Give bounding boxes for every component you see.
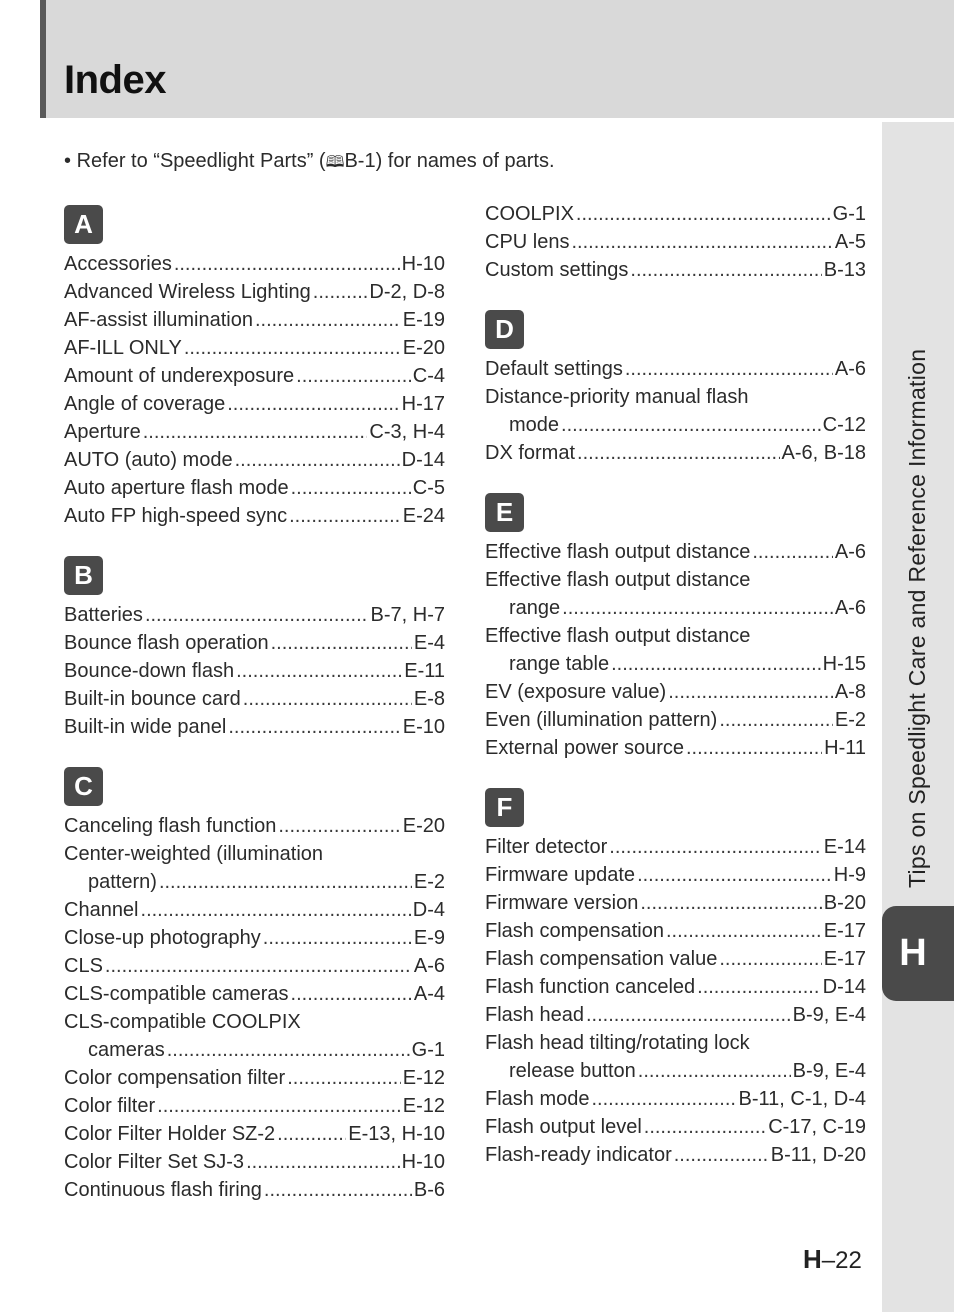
- page-reference: H-10: [401, 253, 445, 275]
- index-term: Color Filter Set SJ-3: [64, 1151, 245, 1173]
- index-entry-continuation: [485, 594, 866, 622]
- leader-dots: [625, 355, 833, 383]
- index-entry: [485, 383, 866, 411]
- page-reference: B-9, E-4: [792, 1004, 866, 1026]
- leader-dots: [313, 278, 368, 306]
- index-section-b: [64, 556, 445, 741]
- index-term: Angle of coverage: [64, 393, 226, 415]
- section-letter-c: C: [64, 767, 103, 806]
- index-term: DX format: [485, 442, 576, 464]
- index-term: Built-in wide panel: [64, 716, 227, 738]
- index-term: Batteries: [64, 604, 143, 626]
- index-term: Close-up photography: [64, 927, 261, 949]
- index-term: Firmware version: [485, 892, 639, 914]
- note-text-after: B-1) for names of parts.: [344, 150, 555, 172]
- page-reference: D-14: [401, 449, 445, 471]
- index-term: CLS-compatible cameras: [64, 983, 289, 1005]
- index-entry: [64, 306, 445, 334]
- page-reference: C-5: [412, 477, 445, 499]
- index-entry-continuation: [64, 1036, 445, 1064]
- index-column-right: [485, 200, 866, 1169]
- leader-dots: [668, 678, 833, 706]
- index-term: Flash output level: [485, 1116, 642, 1138]
- index-term: External power source: [485, 737, 684, 759]
- leader-dots: [561, 411, 821, 439]
- page-reference: A-4: [413, 983, 445, 1005]
- chapter-title: Tips on Speedlight Care and Reference Information: [904, 348, 930, 888]
- index-term: AF-assist illumination: [64, 309, 253, 331]
- page-reference: A-5: [834, 231, 866, 253]
- index-term: Flash-ready indicator: [485, 1144, 672, 1166]
- index-term: Distance-priority manual flash: [485, 386, 749, 408]
- leader-dots: [630, 256, 821, 284]
- index-term: Default settings: [485, 358, 623, 380]
- index-term: Effective flash output distance: [485, 541, 751, 563]
- leader-dots: [644, 1113, 766, 1141]
- index-term: Filter detector: [485, 836, 608, 858]
- index-entry: [485, 566, 866, 594]
- index-entry: [64, 896, 445, 924]
- index-term: EV (exposure value): [485, 681, 667, 703]
- index-entry: [64, 1176, 445, 1204]
- index-entry: [485, 973, 866, 1001]
- index-entry: [485, 1029, 866, 1057]
- page-suffix: –22: [821, 1247, 862, 1274]
- page-reference: C-3, H-4: [369, 421, 445, 443]
- index-section-d: [485, 310, 866, 467]
- leader-dots: [243, 685, 412, 713]
- index-entry: [64, 334, 445, 362]
- index-entry: [485, 355, 866, 383]
- leader-dots: [666, 917, 822, 945]
- leader-dots: [145, 601, 369, 629]
- page-reference: E-9: [413, 927, 445, 949]
- leader-dots: [157, 1092, 401, 1120]
- page-reference: A-6: [834, 541, 866, 563]
- header-accent-bar: [40, 0, 46, 118]
- leader-dots: [609, 833, 821, 861]
- leader-dots: [141, 896, 411, 924]
- page-reference: G-1: [411, 1039, 445, 1061]
- page-reference: D-2, D-8: [369, 281, 445, 303]
- index-entry-continuation: [485, 411, 866, 439]
- index-entry: [64, 1120, 445, 1148]
- index-entry: [64, 629, 445, 657]
- index-entry: [64, 1148, 445, 1176]
- section-letter-a: A: [64, 205, 103, 244]
- page-reference: A-8: [834, 681, 866, 703]
- index-term: Amount of underexposure: [64, 365, 295, 387]
- leader-dots: [562, 594, 833, 622]
- index-entry: [485, 1001, 866, 1029]
- index-entry: [64, 390, 445, 418]
- index-term: Even (illumination pattern): [485, 709, 718, 731]
- index-term: Built-in bounce card: [64, 688, 241, 710]
- page-reference: H-10: [401, 1151, 445, 1173]
- page-reference: E-10: [402, 716, 445, 738]
- leader-dots: [264, 1176, 412, 1204]
- index-term: Color compensation filter: [64, 1067, 286, 1089]
- index-term: Flash head tilting/rotating lock: [485, 1032, 750, 1054]
- page-reference: E-2: [834, 709, 866, 731]
- index-term: Channel: [64, 899, 139, 921]
- index-term: CPU lens: [485, 231, 570, 253]
- index-entry: [485, 917, 866, 945]
- page-reference: B-13: [823, 259, 866, 281]
- index-term: Effective flash output distance: [485, 569, 751, 591]
- leader-dots: [184, 334, 401, 362]
- index-entry: [64, 685, 445, 713]
- chapter-tab: [882, 906, 954, 1001]
- index-section-f: [485, 788, 866, 1169]
- index-term: Flash function canceled: [485, 976, 696, 998]
- index-entry: [64, 952, 445, 980]
- index-entry: [64, 657, 445, 685]
- page-reference: E-8: [413, 688, 445, 710]
- leader-dots: [278, 812, 400, 840]
- page-reference: H-15: [822, 653, 866, 675]
- page-reference: H-17: [401, 393, 445, 415]
- leader-dots: [674, 1141, 769, 1169]
- leader-dots: [271, 629, 412, 657]
- index-section-a: [64, 205, 445, 530]
- index-section-c-continued: [485, 200, 866, 284]
- page-reference: A-6: [413, 955, 445, 977]
- index-term: Flash compensation: [485, 920, 664, 942]
- leader-dots: [227, 390, 399, 418]
- index-entry: [64, 713, 445, 741]
- page-reference: D-14: [822, 976, 866, 998]
- page-reference: E-13, H-10: [348, 1123, 445, 1145]
- index-column-left: [64, 205, 445, 1204]
- index-entry: [64, 474, 445, 502]
- index-entry: [64, 840, 445, 868]
- index-term: Auto aperture flash mode: [64, 477, 289, 499]
- page-reference: A-6, B-18: [781, 442, 866, 464]
- leader-dots: [571, 228, 832, 256]
- index-section-e: [485, 493, 866, 762]
- index-entry-continuation: [64, 868, 445, 896]
- leader-dots: [296, 362, 411, 390]
- leader-dots: [291, 980, 412, 1008]
- index-term: Accessories: [64, 253, 172, 275]
- index-entry: [485, 622, 866, 650]
- index-entry: [485, 1141, 866, 1169]
- leader-dots: [719, 945, 821, 973]
- page-reference: E-24: [402, 505, 445, 527]
- index-entry: [485, 734, 866, 762]
- page-reference: B-9, E-4: [792, 1060, 866, 1082]
- index-term: AF-ILL ONLY: [64, 337, 182, 359]
- index-term: Effective flash output distance: [485, 625, 751, 647]
- index-term-continued: pattern): [88, 871, 157, 893]
- page-reference: H-9: [833, 864, 866, 886]
- page-reference: C-17, C-19: [768, 1116, 866, 1138]
- leader-dots: [611, 650, 821, 678]
- leader-dots: [291, 474, 411, 502]
- index-entry: [485, 538, 866, 566]
- index-term: Firmware update: [485, 864, 636, 886]
- leader-dots: [159, 868, 412, 896]
- leader-dots: [143, 418, 368, 446]
- index-entry: [485, 678, 866, 706]
- index-entry: [485, 228, 866, 256]
- leader-dots: [697, 973, 821, 1001]
- index-entry: [485, 945, 866, 973]
- index-term: Continuous flash firing: [64, 1179, 262, 1201]
- leader-dots: [228, 713, 400, 741]
- index-entry: [64, 446, 445, 474]
- index-entry: [485, 439, 866, 467]
- leader-dots: [167, 1036, 410, 1064]
- index-term: Bounce-down flash: [64, 660, 235, 682]
- index-term-continued: release button: [509, 1060, 636, 1082]
- page-reference: D-4: [412, 899, 445, 921]
- index-entry: [64, 980, 445, 1008]
- page-reference: G-1: [832, 203, 866, 225]
- leader-dots: [640, 889, 821, 917]
- page-reference: E-11: [404, 660, 445, 682]
- index-entry: [64, 1092, 445, 1120]
- index-term: Flash compensation value: [485, 948, 718, 970]
- leader-dots: [577, 439, 779, 467]
- page-reference: A-6: [834, 358, 866, 380]
- index-term: Advanced Wireless Lighting: [64, 281, 311, 303]
- page-reference: A-6: [834, 597, 866, 619]
- section-letter-d: D: [485, 310, 524, 349]
- leader-dots: [592, 1085, 737, 1113]
- intro-note: [64, 150, 555, 178]
- page-reference: E-17: [823, 920, 866, 942]
- index-entry: [64, 1064, 445, 1092]
- index-entry-continuation: [485, 1057, 866, 1085]
- leader-dots: [719, 706, 833, 734]
- index-entry: [485, 1085, 866, 1113]
- leader-dots: [287, 1064, 401, 1092]
- page-reference: B-6: [413, 1179, 445, 1201]
- page-reference: H-11: [824, 737, 866, 759]
- index-term: Center-weighted (illumination: [64, 843, 324, 865]
- index-term-continued: mode: [509, 414, 560, 436]
- index-entry: [64, 502, 445, 530]
- book-icon: 🕮: [325, 154, 345, 171]
- leader-dots: [236, 657, 402, 685]
- index-term: Canceling flash function: [64, 815, 277, 837]
- leader-dots: [637, 861, 832, 889]
- index-term: Auto FP high-speed sync: [64, 505, 288, 527]
- page-reference: E-17: [823, 948, 866, 970]
- index-term: Color Filter Holder SZ-2: [64, 1123, 276, 1145]
- index-entry: [64, 924, 445, 952]
- index-entry: [64, 418, 445, 446]
- index-term: Color filter: [64, 1095, 156, 1117]
- index-entry: [485, 861, 866, 889]
- chapter-tab-letter: H: [899, 932, 927, 974]
- page-title: Index: [64, 58, 166, 102]
- page-number: [803, 1244, 862, 1275]
- page-reference: E-12: [402, 1095, 445, 1117]
- index-entry: [485, 706, 866, 734]
- index-term: Flash mode: [485, 1088, 590, 1110]
- index-entry: [64, 601, 445, 629]
- index-entry: [64, 362, 445, 390]
- page-reference: B-20: [823, 892, 866, 914]
- leader-dots: [638, 1057, 791, 1085]
- index-term: COOLPIX: [485, 203, 574, 225]
- note-text-before: Refer to “Speedlight Parts” (: [76, 150, 326, 172]
- page-reference: B-11, C-1, D-4: [738, 1088, 866, 1110]
- index-term: Flash head: [485, 1004, 584, 1026]
- leader-dots: [263, 924, 412, 952]
- index-entry: [485, 256, 866, 284]
- index-term: CLS: [64, 955, 103, 977]
- index-term-continued: range: [509, 597, 561, 619]
- leader-dots: [752, 538, 833, 566]
- leader-dots: [576, 200, 831, 228]
- page-letter: H: [803, 1244, 822, 1274]
- index-term: Aperture: [64, 421, 141, 443]
- index-term: Custom settings: [485, 259, 629, 281]
- leader-dots: [277, 1120, 346, 1148]
- section-letter-e: E: [485, 493, 524, 532]
- section-letter-f: F: [485, 788, 524, 827]
- leader-dots: [686, 734, 822, 762]
- leader-dots: [289, 502, 401, 530]
- index-entry: [64, 278, 445, 306]
- leader-dots: [105, 952, 412, 980]
- page-reference: E-12: [402, 1067, 445, 1089]
- page-reference: E-20: [402, 337, 445, 359]
- index-term-continued: cameras: [88, 1039, 165, 1061]
- leader-dots: [246, 1148, 400, 1176]
- leader-dots: [174, 250, 400, 278]
- page-reference: E-20: [402, 815, 445, 837]
- leader-dots: [586, 1001, 791, 1029]
- page-reference: C-4: [412, 365, 445, 387]
- index-entry: [485, 833, 866, 861]
- index-term-continued: range table: [509, 653, 610, 675]
- index-entry: [64, 812, 445, 840]
- page-reference: B-7, H-7: [370, 604, 445, 626]
- index-entry-continuation: [485, 650, 866, 678]
- index-term: CLS-compatible COOLPIX: [64, 1011, 301, 1033]
- section-letter-b: B: [64, 556, 103, 595]
- header-band: [40, 0, 954, 118]
- page-reference: B-11, D-20: [770, 1144, 866, 1166]
- leader-dots: [235, 446, 400, 474]
- bullet: •: [64, 150, 72, 172]
- page-reference: E-19: [402, 309, 445, 331]
- page-reference: E-14: [823, 836, 866, 858]
- index-entry: [485, 200, 866, 228]
- page-reference: E-4: [413, 632, 445, 654]
- index-section-c: [64, 767, 445, 1204]
- index-entry: [485, 1113, 866, 1141]
- page-reference: E-2: [413, 871, 445, 893]
- page-reference: C-12: [822, 414, 866, 436]
- index-entry: [64, 1008, 445, 1036]
- index-entry: [64, 250, 445, 278]
- index-entry: [485, 889, 866, 917]
- index-term: Bounce flash operation: [64, 632, 269, 654]
- index-term: AUTO (auto) mode: [64, 449, 233, 471]
- leader-dots: [255, 306, 401, 334]
